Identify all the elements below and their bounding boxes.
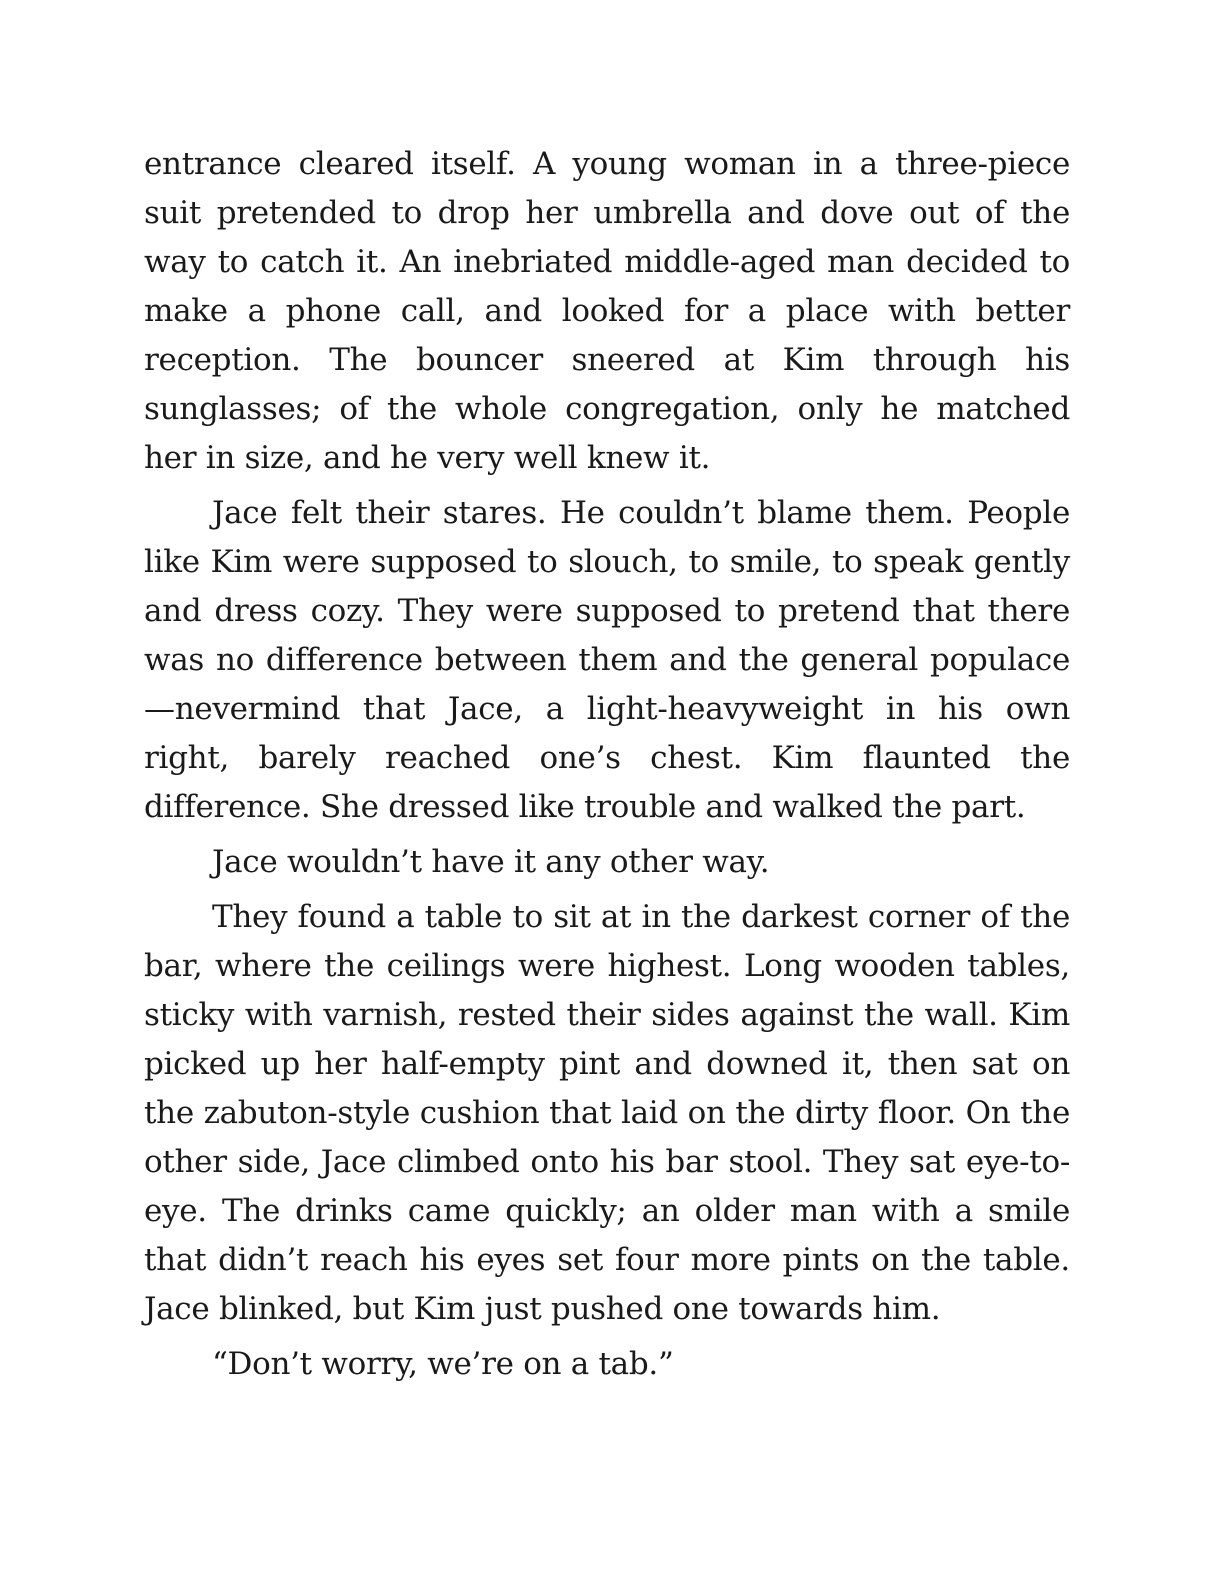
paragraph-dialogue: “Don’t worry, we’re on a tab.” bbox=[212, 1346, 674, 1382]
paragraph-other-way: Jace wouldn’t have it any other way. bbox=[212, 844, 770, 880]
paragraph-continuation: entrance cleared itself. A young woman in a three-piece suit pretended to drop her umbrella and dove out of the way to catch it. An inebriated middle-aged man decided to make a phone call, and looked for a place with better reception. The bouncer sneered at Kim through his sunglasses; of the whole congregation, only he matched her in size, and he very well knew it. bbox=[144, 146, 1070, 476]
body-text bbox=[144, 140, 1070, 1395]
paragraph-table: They found a table to sit at in the darkest corner of the bar, where the ceilings were highest. Long wooden tables, sticky with varnish, rested their sides against the wall. Kim picked up her half-empty pint and downed it, then sat on the zabuton-style cushion that laid on the dirty floor. On the other side, Jace climbed onto his bar stool. They sat eye-to-eye. The drinks came quickly; an older man with a smile that didn’t reach his eyes set four more pints on the table. Jace blinked, but Kim just pushed one towards him. bbox=[144, 899, 1070, 1327]
paragraph-stares: Jace felt their stares. He couldn’t blame them. People like Kim were supposed to slouch, to smile, to speak gently and dress cozy. They were supposed to pretend that there was no difference between them and the general populace—nevermind that Jace, a light-heavyweight in his own right, barely reached one’s chest. Kim flaunted the difference. She dressed like trouble and walked the part. bbox=[144, 495, 1070, 825]
